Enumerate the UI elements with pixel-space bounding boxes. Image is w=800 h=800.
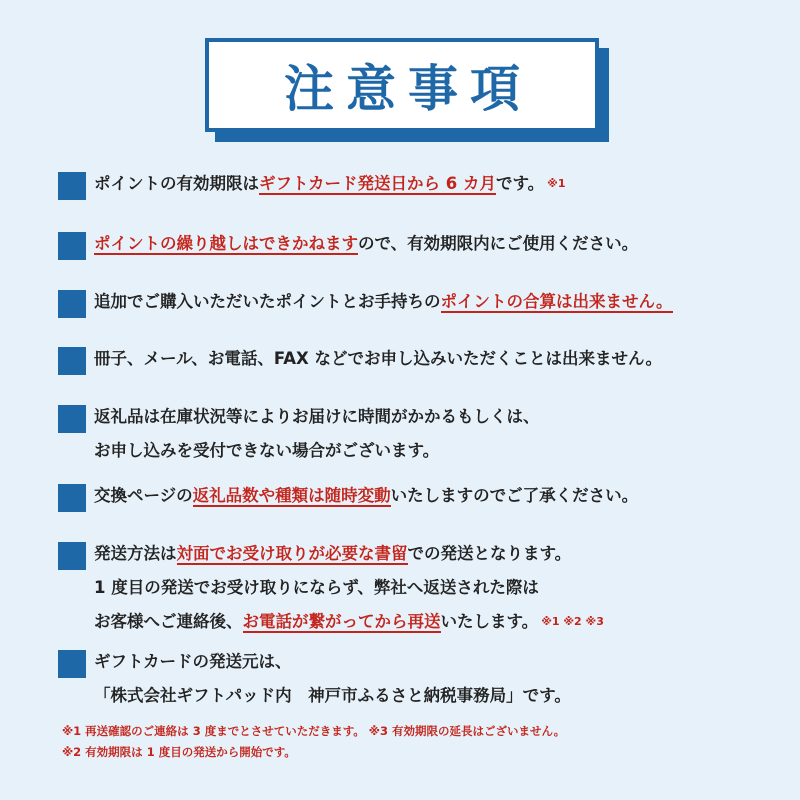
notice-text-segment: 1 度目の発送でお受け取りにならず、弊社へ返送された際は [94, 578, 539, 597]
notice-text [94, 650, 778, 708]
page-title: 注意事項 [284, 60, 532, 118]
notice-line [94, 484, 778, 508]
notice-line [94, 232, 778, 256]
notice-text-segment: での発送となります。 [407, 544, 572, 563]
notice-text-segment: ので、有効期限内にご使用ください。 [358, 234, 639, 253]
notice-text-segment: いたしますのでご了承ください。 [390, 486, 639, 505]
highlight-text: お電話が繋がってから再送 [242, 612, 441, 631]
notice-line [94, 576, 778, 600]
notice-text-segment: 返礼品は在庫状況等によりお届けに時間がかかるもしくは、 [94, 407, 540, 426]
notice-text-segment: 交換ページの [94, 486, 193, 505]
notice-line [94, 172, 778, 196]
title-frame [205, 38, 605, 138]
bullet-square-icon [58, 405, 86, 433]
title-box [205, 38, 599, 132]
notice-text-segment: です。 [495, 174, 545, 193]
notice-line [94, 684, 778, 708]
footnote-2: ※2 有効期限は 1 度目の発送から開始です。 [62, 745, 296, 759]
notice-text [94, 405, 778, 463]
notice-text [94, 290, 778, 314]
note-reference: ※1 [547, 177, 566, 190]
notice-text-segment: 「株式会社ギフトパッド内 神戸市ふるさと納税事務局」です。 [94, 686, 571, 705]
note-reference: ※1 ※2 ※3 [541, 615, 604, 628]
notice-text-segment: お申し込みを受付できない場合がございます。 [94, 441, 440, 460]
notice-text-segment: ギフトカードの発送元は、 [94, 652, 292, 671]
highlight-text: 対面でお受け取りが必要な書留 [176, 544, 408, 563]
highlight-text: 返礼品数や種類は随時変動 [192, 486, 391, 505]
notice-text [94, 232, 778, 256]
notice-line [94, 439, 778, 463]
notice-line [94, 610, 778, 634]
notice-text-segment: 発送方法は [94, 544, 177, 563]
bullet-square-icon [58, 650, 86, 678]
bullet-square-icon [58, 232, 86, 260]
highlight-text: ポイントの合算は出来ません。 [440, 292, 673, 311]
notice-line [94, 650, 778, 674]
notice-text-segment: いたします。 [440, 612, 539, 631]
bullet-square-icon [58, 542, 86, 570]
bullet-square-icon [58, 484, 86, 512]
notice-line [94, 405, 778, 429]
bullet-square-icon [58, 290, 86, 318]
footnote-1: ※1 再送確認のご連絡は 3 度までとさせていただきます。 ※3 有効期限の延長はございません。 [62, 724, 566, 738]
bullet-square-icon [58, 347, 86, 375]
highlight-text: ギフトカード発送日から 6 カ月 [259, 174, 496, 193]
notice-text-segment: 追加でご購入いただいたポイントとお手持ちの [94, 292, 441, 311]
notice-text [94, 172, 778, 196]
notice-text-segment: 冊子、メール、お電話、FAX などでお申し込みいただくことは出来ません。 [94, 349, 662, 368]
notice-text [94, 347, 778, 371]
notice-line [94, 290, 778, 314]
bullet-square-icon [58, 172, 86, 200]
notice-text-segment: お客様へご連絡後、 [94, 612, 243, 631]
highlight-text: ポイントの繰り越しはできかねます [94, 234, 358, 253]
notice-line [94, 347, 778, 371]
notice-text [94, 484, 778, 508]
notice-text [94, 542, 778, 634]
notice-line [94, 542, 778, 566]
notice-text-segment: ポイントの有効期限は [94, 174, 259, 193]
